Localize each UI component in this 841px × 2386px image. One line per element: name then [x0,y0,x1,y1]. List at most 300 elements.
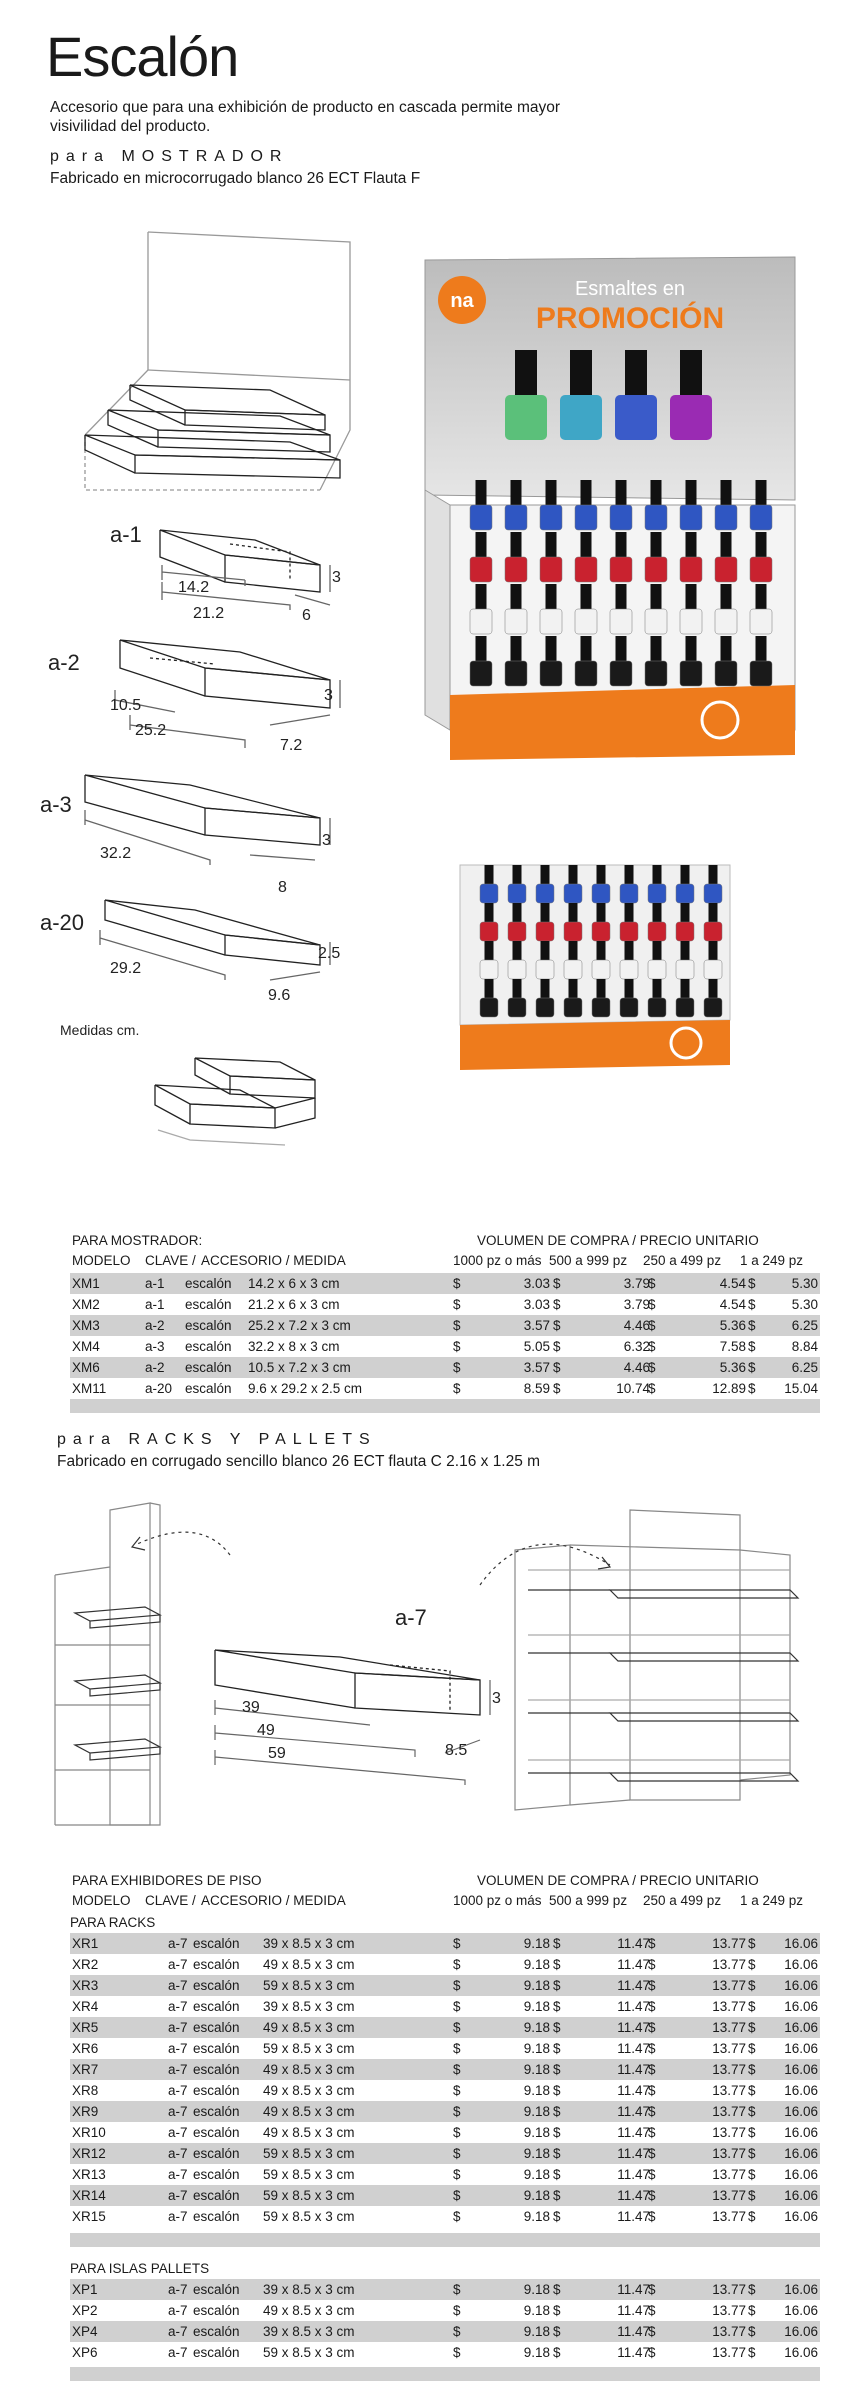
price-cell: 13.77 [712,2125,746,2140]
bottle-body [676,998,694,1017]
bottle-cap [651,584,662,609]
table-row [70,2122,820,2143]
currency-sign: $ [553,2062,561,2077]
cell-clave: a-7 [168,1978,188,1993]
bottle-cap [485,979,494,998]
bottle-body [575,505,597,530]
table-row [70,1996,820,2017]
cell-measure: 49 x 8.5 x 3 cm [263,2104,355,2119]
cell-measure: 49 x 8.5 x 3 cm [263,2083,355,2098]
table-mostrador [70,1233,820,1413]
cell-accessory: escalón [185,1381,232,1396]
price-cell: 4.46 [623,1360,650,1375]
bottle-cap [681,941,690,960]
col-acc-med-2: ACCESORIO / MEDIDA [201,1893,346,1908]
dim-a20-width: 9.6 [268,987,291,1004]
bottle-cap [485,903,494,922]
dim-a20-len: 29.2 [110,960,142,977]
currency-sign: $ [553,2041,561,2056]
racks-label: PARA RACKS [70,1915,156,1930]
currency-sign: $ [553,2324,561,2339]
bottle-cap [709,941,718,960]
price-cell: 11.47 [617,2083,650,2098]
table-row [70,1273,820,1294]
cell-accessory: escalón [193,2209,240,2224]
cell-accessory: escalón [193,1957,240,1972]
price-cell: 13.77 [712,2104,746,2119]
cell-accessory: escalón [185,1360,232,1375]
currency-sign: $ [553,1936,561,1951]
table-row [70,1336,820,1357]
cell-measure: 49 x 8.5 x 3 cm [263,2062,355,2077]
cell-clave: a-7 [168,2324,188,2339]
bottle-cap [651,480,662,505]
cell-model: XR3 [72,1978,99,1993]
bottle-body [645,661,667,686]
price-cell: 9.18 [523,2104,550,2119]
currency-sign: $ [648,1957,656,1972]
cell-clave: a-7 [168,2282,188,2297]
cell-clave: a-7 [168,2303,188,2318]
price-cell: 16.06 [784,2282,818,2297]
bottle-body [592,998,610,1017]
price-cell: 9.18 [523,2083,550,2098]
tier-1: 1000 pz o más [453,1253,542,1268]
table-row [70,2080,820,2101]
tier2-2: 500 a 999 pz [549,1893,628,1908]
bottle-body [715,557,737,582]
cell-clave: a-7 [168,1999,188,2014]
banner-line2: PROMOCIÓN [535,302,725,335]
price-cell: 11.47 [617,1978,650,1993]
bottle-body [680,661,702,686]
currency-sign: $ [453,1999,461,2014]
bottle-body [680,609,702,634]
bottle-cap [546,584,557,609]
bottle-cap [476,584,487,609]
currency-sign: $ [648,2167,656,2182]
price-cell: 16.06 [784,1999,818,2014]
price-cell: 4.54 [719,1297,746,1312]
bottle-cap [625,979,634,998]
bottle-cap [476,480,487,505]
currency-sign: $ [553,1339,561,1354]
bottle-body [505,609,527,634]
cell-accessory: escalón [185,1339,232,1354]
price-cell: 16.06 [784,2324,818,2339]
table-row [70,2017,820,2038]
cell-model: XR8 [72,2083,99,2098]
price-cell: 6.25 [791,1360,818,1375]
price-cell: 16.06 [784,1978,818,1993]
currency-sign: $ [648,1381,656,1396]
price-cell: 11.47 [617,1957,650,1972]
bottle-cap [581,480,592,505]
bottle-cap [541,903,550,922]
bottle-body [505,557,527,582]
price-cell: 5.05 [523,1339,550,1354]
racks-diagram [50,1495,810,1835]
table-row [70,1357,820,1378]
bottle-cap [581,636,592,661]
cell-model: XM6 [72,1360,100,1375]
units-note: Medidas cm. [60,1022,140,1038]
bottle-body [505,505,527,530]
dim-a7-len1: 39 [242,1699,260,1716]
dim-a1-inner: 14.2 [178,579,210,596]
cell-model: XR6 [72,2041,99,2056]
bottle-body [540,557,562,582]
price-cell: 9.18 [523,2345,550,2360]
price-cell: 13.77 [712,2167,746,2182]
small-steps-drawing [155,1058,315,1145]
table2-header-top [70,1873,820,1893]
currency-sign: $ [648,2062,656,2077]
bottle-cap [681,979,690,998]
tier2-1: 1000 pz o más [453,1893,542,1908]
price-cell: 8.59 [523,1381,550,1396]
cell-model: XR13 [72,2167,106,2182]
bottle-body [540,661,562,686]
currency-sign: $ [648,2282,656,2297]
cell-measure: 9.6 x 29.2 x 2.5 cm [248,1381,363,1396]
price-cell: 13.77 [712,2303,746,2318]
currency-sign: $ [748,1318,756,1333]
dim-a3-width: 8 [278,879,287,896]
currency-sign: $ [553,2209,561,2224]
price-cell: 6.25 [791,1318,818,1333]
dim-a1-len: 21.2 [193,605,225,622]
cell-model: XM11 [72,1381,107,1396]
bottle-cap [569,941,578,960]
currency-sign: $ [453,2083,461,2098]
cell-measure: 59 x 8.5 x 3 cm [263,2345,355,2360]
cell-accessory: escalón [193,1999,240,2014]
price-cell: 9.18 [523,1957,550,1972]
bottle-body [564,960,582,979]
bottle-cap [569,865,578,884]
bottle-body [620,960,638,979]
cell-model: XP2 [72,2303,98,2318]
cell-measure: 59 x 8.5 x 3 cm [263,2167,355,2182]
currency-sign: $ [748,1957,756,1972]
currency-sign: $ [648,2303,656,2318]
cell-model: XR1 [72,1936,99,1951]
currency-sign: $ [553,2146,561,2161]
price-cell: 15.04 [784,1381,818,1396]
dim-a1-height: 3 [332,569,341,586]
bottle-body [704,884,722,903]
currency-sign: $ [453,2041,461,2056]
price-cell: 5.36 [719,1360,746,1375]
currency-sign: $ [553,1297,561,1312]
bottle-cap [721,480,732,505]
col-acc-med: ACCESORIO / MEDIDA [201,1253,346,1268]
dim-a3-len: 32.2 [100,845,132,862]
cell-measure: 59 x 8.5 x 3 cm [263,2146,355,2161]
bottle-body [750,557,772,582]
label-a20: a-20 [40,910,85,935]
currency-sign: $ [453,2345,461,2360]
price-cell: 4.46 [623,1318,650,1333]
cell-model: XR10 [72,2125,106,2140]
cell-measure: 49 x 8.5 x 3 cm [263,2125,355,2140]
price-cell: 16.06 [784,1936,818,1951]
currency-sign: $ [453,1936,461,1951]
price-cell: 16.06 [784,2303,818,2318]
currency-sign: $ [748,1276,756,1291]
currency-sign: $ [748,2167,756,2182]
currency-sign: $ [553,1360,561,1375]
price-cell: 13.77 [712,2282,746,2297]
currency-sign: $ [553,2020,561,2035]
price-cell: 11.47 [617,1999,650,2014]
currency-sign: $ [648,1339,656,1354]
currency-sign: $ [453,2020,461,2035]
currency-sign: $ [648,1297,656,1312]
cell-clave: a-1 [145,1297,165,1312]
currency-sign: $ [648,2146,656,2161]
bottle-body [540,609,562,634]
bottle-body [575,609,597,634]
banner-line1: Esmaltes en [574,278,686,300]
display-stand-drawing [85,232,350,490]
bottle-body [470,609,492,634]
table1-rows [70,1273,820,1399]
bottle-cap [756,532,767,557]
table-row [70,1933,820,1954]
bottle-body [508,998,526,1017]
price-cell: 9.18 [523,1936,550,1951]
price-cell: 11.47 [617,1936,650,1951]
dim-a7-len2: 49 [257,1722,275,1739]
price-cell: 16.06 [784,2020,818,2035]
bottle-body [610,661,632,686]
price-cell: 8.84 [791,1339,818,1354]
bottle-body [536,960,554,979]
table2-volume-title: VOLUMEN DE COMPRA / PRECIO UNITARIO [477,1873,759,1888]
cell-clave: a-7 [168,1936,188,1951]
bottle-cap [709,903,718,922]
price-cell: 16.06 [784,2209,818,2224]
currency-sign: $ [453,2282,461,2297]
cell-measure: 39 x 8.5 x 3 cm [263,1999,355,2014]
currency-sign: $ [453,1276,461,1291]
price-cell: 13.77 [712,1999,746,2014]
tier-2: 500 a 999 pz [549,1253,628,1268]
bottle-cap [511,636,522,661]
currency-sign: $ [553,2188,561,2203]
bottle-cap [651,636,662,661]
bottle-body [505,661,527,686]
cell-measure: 39 x 8.5 x 3 cm [263,2324,355,2339]
bottle-cap [625,903,634,922]
cell-model: XM4 [72,1339,100,1354]
bottle-cap [597,979,606,998]
cell-model: XR7 [72,2062,99,2077]
cell-measure: 14.2 x 6 x 3 cm [248,1276,340,1291]
price-cell: 13.77 [712,2324,746,2339]
product-steps-photo [450,845,750,1075]
bottle-body [676,960,694,979]
cell-measure: 21.2 x 6 x 3 cm [248,1297,340,1312]
cell-model: XP4 [72,2324,98,2339]
cell-accessory: escalón [193,2188,240,2203]
currency-sign: $ [453,2303,461,2318]
price-cell: 16.06 [784,2188,818,2203]
table-row [70,1378,820,1399]
dim-a7-width: 8.5 [445,1742,468,1759]
bottle-cap [485,865,494,884]
bottle-body [680,505,702,530]
cell-accessory: escalón [193,2303,240,2318]
section1-sub: Fabricado en microcorrugado blanco 26 ECT Flauta F [50,170,421,187]
currency-sign: $ [748,2104,756,2119]
bottle-body [592,960,610,979]
cell-measure: 25.2 x 7.2 x 3 cm [248,1318,351,1333]
currency-sign: $ [453,2125,461,2140]
bottle-body [648,922,666,941]
table1-endbar [70,1399,820,1413]
bottle-cap [513,979,522,998]
cell-accessory: escalón [193,2062,240,2077]
bottle-cap [653,979,662,998]
price-cell: 7.58 [719,1339,746,1354]
price-cell: 9.18 [523,2167,550,2182]
price-cell: 13.77 [712,2041,746,2056]
price-cell: 11.47 [617,2209,650,2224]
bottle-cap [546,636,557,661]
currency-sign: $ [553,2345,561,2360]
cell-model: XR2 [72,1957,99,1972]
table-row [70,2342,820,2363]
box-diagrams [40,220,400,1180]
table-row [70,1315,820,1336]
bottle-cap [569,979,578,998]
box-logo [702,702,738,738]
currency-sign: $ [748,2020,756,2035]
cell-clave: a-2 [145,1360,165,1375]
cell-accessory: escalón [193,2282,240,2297]
bottle-body [676,884,694,903]
label-a7: a-7 [395,1605,427,1630]
racks-endbar [70,2233,820,2247]
bottle-body [676,922,694,941]
bottle-cap [681,865,690,884]
cell-accessory: escalón [193,2125,240,2140]
price-cell: 9.18 [523,2303,550,2318]
bottle-body [480,884,498,903]
brand-logo-text: na [450,290,474,312]
bottle-body [750,505,772,530]
bottle-cap [625,865,634,884]
bottle-cap [513,865,522,884]
dim-a3-height: 3 [322,832,331,849]
bottle-body [480,998,498,1017]
price-cell: 11.47 [617,2303,650,2318]
table1-volume-title: VOLUMEN DE COMPRA / PRECIO UNITARIO [477,1233,759,1248]
price-cell: 13.77 [712,2345,746,2360]
bottle-body [592,884,610,903]
price-cell: 13.77 [712,1957,746,1972]
box-a1-drawing [160,530,330,610]
currency-sign: $ [453,2188,461,2203]
bottle-body [536,998,554,1017]
bottle-body [536,922,554,941]
bottle-body [564,884,582,903]
price-cell: 5.30 [791,1297,818,1312]
bottle-cap [597,903,606,922]
bottle-cap [616,584,627,609]
bottle-body [508,960,526,979]
cell-accessory: escalón [193,2104,240,2119]
cell-accessory: escalón [193,2020,240,2035]
currency-sign: $ [748,1360,756,1375]
price-cell: 13.77 [712,2062,746,2077]
cell-accessory: escalón [185,1318,232,1333]
bottle-cap [686,636,697,661]
small-bottle-rows [480,865,722,1017]
bottle-body [645,557,667,582]
price-cell: 4.54 [719,1276,746,1291]
bottle-cap [597,865,606,884]
cell-clave: a-2 [145,1318,165,1333]
cell-accessory: escalón [185,1276,232,1291]
currency-sign: $ [748,1936,756,1951]
cell-measure: 59 x 8.5 x 3 cm [263,2209,355,2224]
cell-model: XP6 [72,2345,98,2360]
currency-sign: $ [748,2083,756,2098]
price-cell: 13.77 [712,2209,746,2224]
price-cell: 16.06 [784,1957,818,1972]
bottle-body [575,661,597,686]
bottle-cap [709,979,718,998]
currency-sign: $ [748,2146,756,2161]
price-cell: 3.03 [523,1297,550,1312]
price-cell: 10.74 [616,1381,650,1396]
cell-clave: a-20 [145,1381,173,1396]
currency-sign: $ [553,2167,561,2182]
cell-clave: a-7 [168,2188,188,2203]
price-cell: 11.47 [617,2020,650,2035]
bottle-body [610,505,632,530]
cell-accessory: escalón [193,2041,240,2056]
label-a1: a-1 [110,522,142,547]
cell-clave: a-7 [168,2041,188,2056]
bottle-cap [476,636,487,661]
bottle-body [480,960,498,979]
bottle-body [715,505,737,530]
currency-sign: $ [748,1978,756,1993]
cell-clave: a-3 [145,1339,165,1354]
bottle-body [470,557,492,582]
bottle-cap [541,979,550,998]
label-a3: a-3 [40,792,72,817]
page-title: Escalón [46,25,239,88]
bottle-body [470,505,492,530]
price-cell: 3.79 [623,1297,650,1312]
bottle-body [680,557,702,582]
price-cell: 11.47 [617,2146,650,2161]
price-cell: 6.32 [623,1339,650,1354]
price-cell: 11.47 [617,2188,650,2203]
table1-section: PARA MOSTRADOR: [72,1233,203,1248]
bottle-body [750,609,772,634]
currency-sign: $ [648,2083,656,2098]
currency-sign: $ [453,1978,461,1993]
cell-measure: 59 x 8.5 x 3 cm [263,2041,355,2056]
cell-clave: a-7 [168,2167,188,2182]
